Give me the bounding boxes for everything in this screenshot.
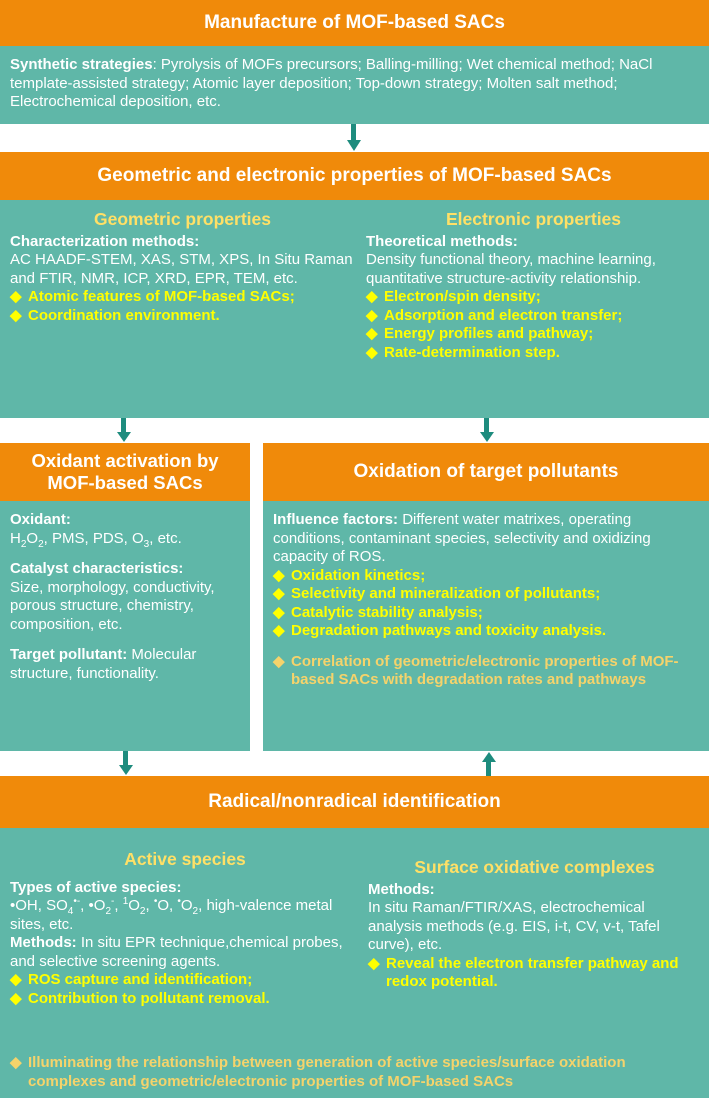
surface-methods-label: Methods:: [368, 880, 435, 898]
properties-header: [0, 152, 709, 200]
theoretical-label: Theoretical methods:: [366, 232, 518, 250]
surface-complexes-column: [368, 858, 701, 992]
manufacture-title: Manufacture of MOF-based SACs: [204, 12, 505, 33]
properties-title: Geometric and electronic properties of MOF-based SACs: [97, 165, 612, 186]
arrow-down-2-left: [117, 418, 131, 444]
electronic-bullet: ◆ Electron/spin density;: [366, 288, 541, 305]
geometric-column: [10, 210, 355, 325]
manufacture-header: [0, 0, 709, 46]
arrow-down-2-right: [480, 418, 494, 444]
electronic-bullet: ◆ Rate-determination step.: [366, 343, 560, 361]
oxidation-bullet: ◆ Oxidation kinetics;: [273, 566, 426, 584]
active-species-column: [10, 850, 360, 1008]
characterization-text: AC HAADF-STEM, XAS, STM, XPS, In Situ Raman and FTIR, NMR, ICP, XRD, EPR, TEM, etc.: [10, 251, 353, 287]
final-conclusion-text: Illuminating the relationship between generation of active species/surface oxidation complexes and geometric/electronic properties of MOF-based SACs: [28, 1054, 626, 1090]
oxidation-header: [263, 443, 709, 501]
active-methods: Methods: In situ EPR technique,chemical probes, and selective screening agents.: [10, 934, 343, 970]
surface-bullet: ◆ Reveal the electron transfer pathway and redox potential.: [368, 954, 679, 990]
geometric-bullet: ◆ Coordination environment.: [10, 306, 220, 324]
types-text: •OH, $SO_4^{•-}$, $•O_2^-$, $^1O_2$, •O, $^•O_2$, high-valence metal sites, etc.: [10, 896, 333, 933]
surface-complexes-title: Surface oxidative complexes: [414, 857, 655, 877]
synthetic-strategies-label: Synthetic strategies: [10, 56, 153, 73]
target-pollutant: Target pollutant: Molecular structure, functionality.: [10, 646, 197, 682]
synthetic-strategies-text: : Pyrolysis of MOFs precursors; Balling-milling; Wet chemical method; NaCl template-assisted strategy; Atomic layer deposition; Top-down strategy; Molten salt method; Electrochemical deposition, etc.: [10, 56, 653, 110]
oxidant-activation-header: [0, 443, 250, 501]
electronic-column: [366, 210, 701, 362]
oxidant-activation-title: Oxidant activation by MOF-based SACs: [31, 450, 219, 493]
oxidation-bullet: ◆ Selectivity and mineralization of pollutants;: [273, 585, 601, 602]
surface-methods-text: In situ Raman/FTIR/XAS, electrochemical analysis methods (e.g. EIS, i-t, CV, v-t, Tafel curve), etc.: [368, 899, 660, 953]
electronic-bullet: ◆ Energy profiles and pathway;: [366, 325, 594, 342]
arrow-down-1: [347, 124, 361, 152]
synthetic-strategies-box: [0, 46, 709, 124]
oxidation-bullet: ◆ Degradation pathways and toxicity analysis.: [273, 622, 607, 639]
oxidation-bullet: ◆ Catalytic stability analysis;: [273, 603, 483, 621]
types-label: Types of active species:: [10, 878, 182, 896]
theoretical-text: Density functional theory, machine learning, quantitative structure-activity relationship.: [366, 251, 656, 287]
active-bullet: ◆ ROS capture and identification;: [10, 971, 253, 988]
geometric-title: Geometric properties: [94, 209, 271, 229]
oxidant-text: $H_2O_2$, PMS, PDS, $O_3$, etc.: [10, 529, 182, 550]
geometric-bullet: ◆ Atomic features of MOF-based SACs;: [10, 288, 295, 305]
oxidant-activation-box: [0, 501, 250, 751]
correlation-bullet: ◆ Correlation of geometric/electronic properties of MOF-based SACs with degradation rates and pathways: [273, 652, 679, 688]
oxidant-label: Oxidant:: [10, 511, 71, 528]
arrow-up-3-right: [482, 751, 496, 777]
oxidation-box: [263, 501, 709, 751]
arrow-down-3-left: [119, 751, 133, 777]
electronic-title: Electronic properties: [445, 209, 622, 229]
radical-title: Radical/nonradical identification: [208, 791, 501, 812]
active-bullet: ◆ Contribution to pollutant removal.: [10, 989, 270, 1007]
radical-header: [0, 776, 709, 828]
catalyst-label: Catalyst characteristics:: [10, 560, 184, 577]
characterization-label: Characterization methods:: [10, 232, 200, 250]
final-conclusion: ◆ Illuminating the relationship between generation of active species/surface oxidation complexes and geometric/electronic properties of MOF-based SACs: [10, 1054, 705, 1091]
active-species-title: Active species: [124, 849, 246, 869]
influence-factors: Influence factors: Different water matrixes, operating conditions, contaminant species, selectivity and oxidizing capacity of ROS.: [273, 511, 651, 565]
electronic-bullet: ◆ Adsorption and electron transfer;: [366, 306, 623, 324]
oxidation-title: Oxidation of target pollutants: [353, 461, 619, 482]
catalyst-text: Size, morphology, conductivity, porous structure, chemistry, composition, etc.: [10, 578, 215, 633]
